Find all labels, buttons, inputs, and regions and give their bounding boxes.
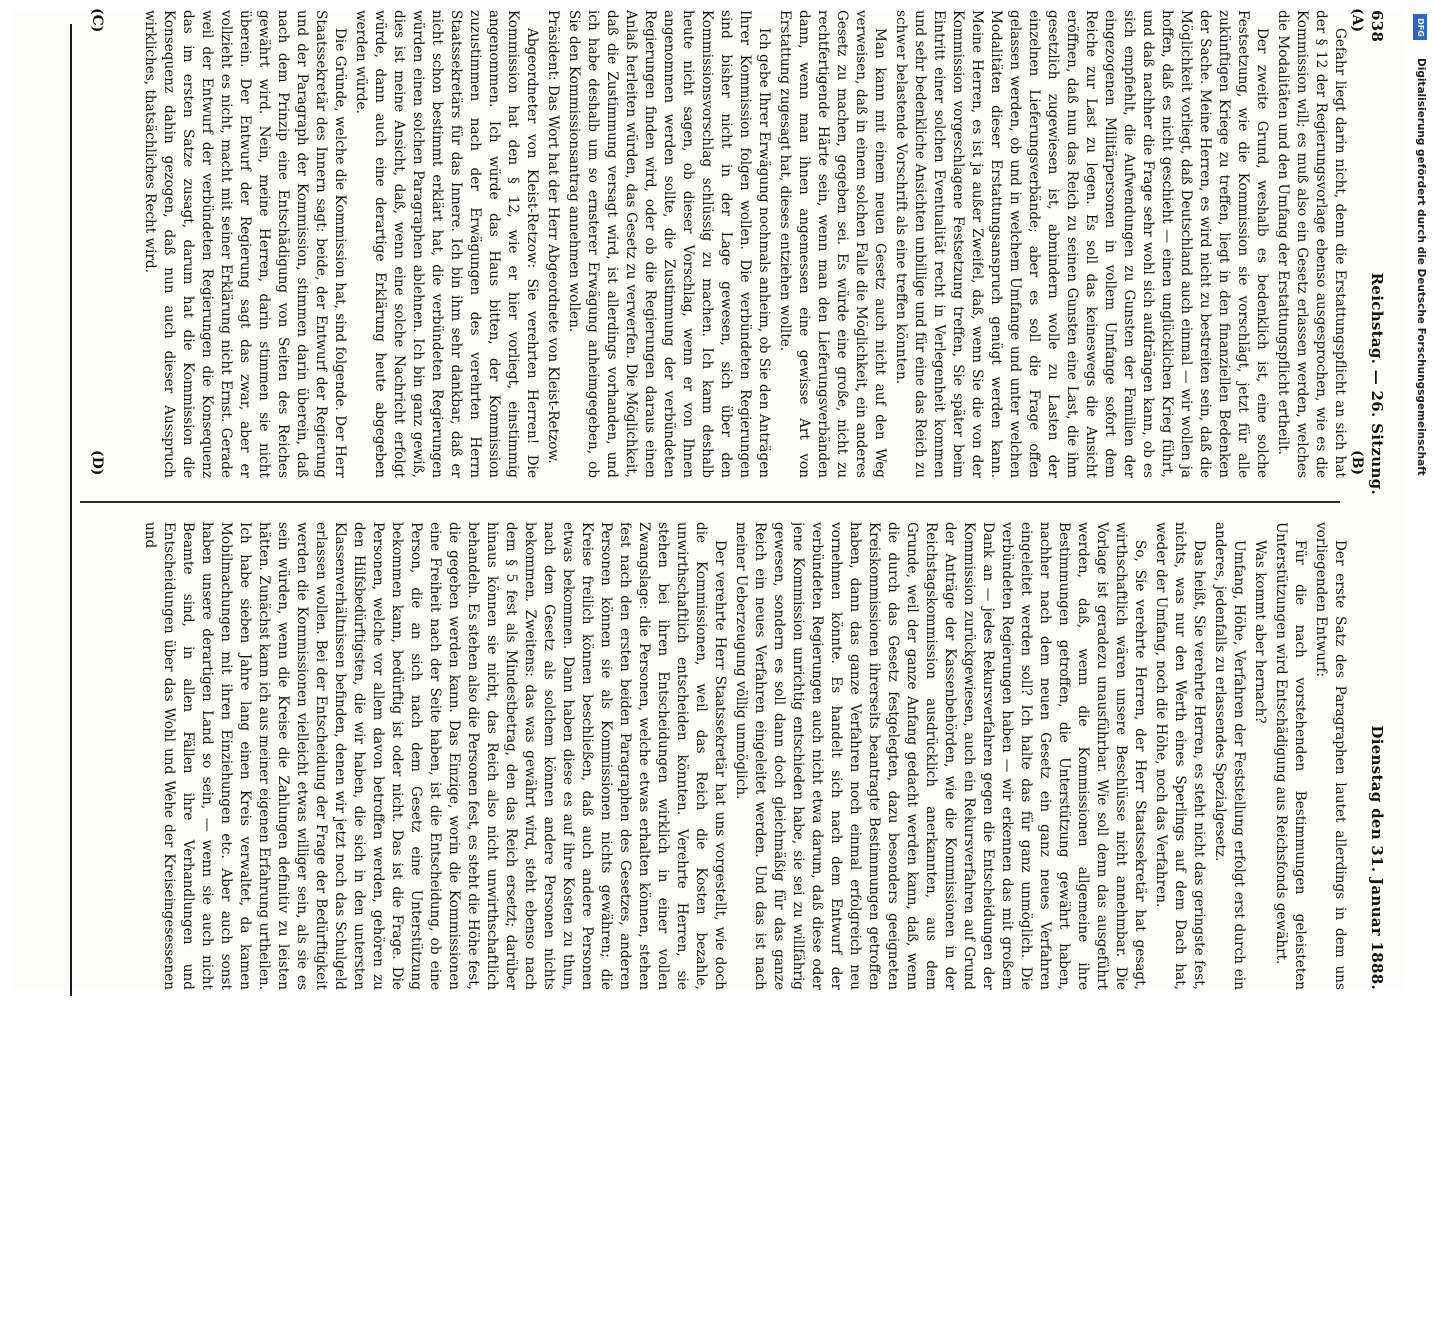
paragraph: Der zweite Grund, weshalb es bedenklich ist, eine solche Festsetzung, wie die Kommission sie vorschlägt, jetzt für alle zukünftigen Kriege zu treffen, liegt in den finanziellen Bedenken der Sache. Meine Herren, es wird nicht zu bestreiten sein, daß die Möglichkeit vorliegt, daß Deutschland auch einmal — wir wollen ja hoffen, daß es nicht geschieht — einen unglücklichen Krieg führt, und daß nachher die Frage sehr wohl sich aufdrängen kann, ob es sich empfiehlt, die Aufwendungen zu Gunsten der Familien der eingezogenen Militärpersonen in vollem Umfange sofort dem Reiche zur Last zu legen. Es soll das keineswegs die Ansicht eröffnen, daß nun das Reich zu seinen Gunsten eine Last, die ihm gesetzlich zugewiesen ist, abmindern wolle zu Lasten der einzelnen Lieferungsverbände; aber es soll die Frage offen gelassen werden, ob und in welchem Umfange und unter welchen Modalitäten dieser Erstattungsanspruch genügt werden kann. Meine Herren, es ist ja außer Zweifel, daß, wenn Sie die von der Kommission vorgeschlagene Festsetzung treffen, Sie später beim Eintritt einer solchen Eventualität recht in Verlegenheit kommen und sehr bedenkliche Ansichten unbillige und für eine das Reich zu schwer belastende Vorschrift als eine treffen könnten. bbox=[893, 10, 1270, 478]
paragraph: Was kommt aber hernach? bbox=[1252, 540, 1268, 724]
paragraph: Gefahr liegt darin nicht, denn die Erstattungspflicht an sich hat der § 12 der Regierungsvorlage ebenso ausgesprochen, wie es die Kommission will; es muß also ein Gesetz erlassen werden, welches die Modalitäten und den Umfang der Erstattungspflicht ertheilt. bbox=[1275, 10, 1348, 478]
scanned-page bbox=[10, 10, 1405, 990]
paragraph: Der verehrte Herr Staatssekretär hat uns vorgestellt, wie doch die Kommissionen, weil das Reich die Kosten bezahle, unwirthschaftlich entscheiden könnten. Verehrte Herren, sie stehen bei ihren Entscheidungen wirklich in einer vollen Zwangslage: die Personen, welche etwas erhalten können, stehen fest nach den ersten beiden Paragraphen des Gesetzes, anderen Personen können sie als Kommissionen nichts gewähren; die Kreise freilich können beschließen, daß auch andere Personen etwas bekommen. Dann haben diese es auf ihre Kosten zu thun, nach dem Gesetz als solchem können andere Personen nichts bekommen. Zweitens: das was gewährt wird, steht ebenso nach dem § 5 fest als Mindestbetrag, den das Reich ersetzt; darüber hinaus können sie nicht, das Reich also nicht unwirthschaftlich behandeln. Es stehen also die Personen fest, es steht die Höhe fest, die gegeben werden kann. Das Einzige, worin die Kommissionen eine Freiheit nach der Seite haben, ist die Entscheidung, ob eine Person, die an sich nach dem Gesetz eine Unterstützung bekommen kann, bedürftig ist oder nicht. Das ist die Frage. Die Personen, welche vor allem davon betroffen werden, gehören zu den Hilfsbedürftigsten, die wir haben, die sich in den untersten Klassenverhältnissen befinden, denen wir jetzt noch das Schulgeld erlassen wollen. Bei der Entscheidung der Frage der Bedürftigkeit werden die Kommissionen vielleicht etwas williger sein, als sie es sein würden, wenn die Kreise die Zahlungen definitiv zu leisten hätten. Zunächst kann ich aus meiner eigenen Erfahrung urtheilen. Ich habe sieben Jahre lang einen Kreis verwaltet, da kamen Mobilmachungen mit ihren Einziehungen etc. Aber auch sonst haben unsere derartigen Land so sein, — wenn sie auch nicht Beamte sind, in allen Fällen ihre Verhandlungen und Entscheidungen über das Wohl und Wehe der Kreiseingesessenen und bbox=[142, 522, 728, 990]
dfg-logo-text: DFG bbox=[1415, 17, 1425, 37]
quotation: Umfang, Höhe, Verfahren der Feststellung erfolgt erst durch ein anderes, jedenfalls zu erlassendes Spezialgesetz. bbox=[1212, 522, 1247, 990]
digitization-note-text: Digitalisierung gefördert durch die Deutsche Forschungsgemeinschaft bbox=[1415, 58, 1427, 476]
margin-letter-c: (C) bbox=[89, 8, 105, 33]
paragraph: Das heißt, Sie verehrte Herren, es steht nicht das geringste fest, nichts, was nur den Werth eines Sperlings auf dem Dach hat, weder der Umfang, noch die Höhe, noch das Verfahren. bbox=[1153, 522, 1207, 990]
right-column bbox=[89, 522, 1349, 990]
digitization-note bbox=[1413, 18, 1431, 978]
header-rule bbox=[70, 24, 72, 996]
paragraph: Ich gebe Ihrer Erwägung nochmals anheim, ob Sie den Anträgen Ihrer Kommission folgen wollen. Die verbündeten Regierungen sind bisher nicht in der Lage gewesen, sich über den Kommissionsvorschlag schlüssig zu machen. Ich kann deshalb heute nicht sagen, ob dieser Vorschlag, wenn er von Ihnen angenommen werden sollte, die Zustimmung der verbündeten Regierungen finden wird, oder ob die Regierungen daraus einen Anlaß herleiten würden, das Gesetz zu verwerfen. Die Möglichkeit, daß die Zustimmung versagt wird, ist allerdings vorhanden, und ich habe deshalb um so ernsterer Erwägung anheimgegeben, ob Sie den Kommissionsantrag annehmen wollen. bbox=[566, 10, 772, 478]
paragraph: So, Sie verehrte Herren, der Herr Staatssekretär hat gesagt, wirthschaftlich wären unsere Beschlüsse nicht annehmbar. Die Vorlage ist geradezu unausführbar. Wie soll denn das ausgeführt werden, daß, wenn die Kommissionen allgemeine ihre Bestimmungen getroffen, die Unterstützung gewährt haben, nachher nach dem neuen Gesetz ein ganz neues Verfahren eingeleitet werden soll? Ich halte das für ganz unmöglich. Die verbündeten Regierungen haben — wir erkennen das mit großem Dank an — jedes Rekursverfahren gegen die Entscheidungen der Kommission zurückgewiesen, auch ein Rekursverfahren auf Grund der Anträge der Kassenbehörden, wie die Kommissionen in der Reichstagskommission ausdrücklich anerkannten, aus dem Grunde, weil der ganze Anfang gedacht werden kann, daß, wenn die durch das Gesetz festgelegten, dazu besonders geeigneten Kreiskommissionen ihrerseits beantragte Bestimmungen getroffen haben, dann das ganze Verfahren noch einmal erfolgreich neu vornehmen könnte. Es handelt sich nach dem Entwurf der verbündeten Regierungen auch nicht etwa darum, daß diese oder jene Kommission unrichtig entschieden habe, sie sei zu willfährig gewesen, sondern es soll dann doch gleichmäßig für das ganze Reich ein neues Verfahren eingeleitet werden. Und das ist nach meiner Ueberzeugung völlig unmöglich. bbox=[733, 522, 1148, 990]
paragraph: Der erste Satz des Paragraphen lautet allerdings in dem uns vorliegenden Entwurf: bbox=[1313, 522, 1348, 990]
running-head bbox=[1359, 10, 1395, 990]
paragraph: Die Gründe, welche die Kommission hat, sind folgende. Der Herr Staatssekretär des Innern sagt: beide, der Entwurf der Regierung und der Paragraph der Kommission, stimmen darin überein, daß nach dem Prinzip eine Entschädigung von Seiten des Reiches gewährt wird. Nein, meine Herren, darin stimmen sie nicht überein. Der Entwurf der Regierung sagt das zwar, aber er vollzieht es nicht, macht mit seiner Erklärung nicht Ernst. Gerade weil der Entwurf der verbündeten Regierungen die Konsequenz das im ersten Satze zusagt, darum hat die Kommission die Konsequenz dahin gezogen, daß nun auch dieser Ausspruch wirkliches, thatsächliches Recht wird. bbox=[142, 10, 348, 478]
paragraph: Man kann mit einem neuen Gesetz auch nicht auf den Weg verweisen, daß in einem solchen Falle die Möglichkeit, ein anderes Gesetz zu machen, gegeben sei. Es würde eine große, nicht zu rechtfertigende Härte sein, wenn man den Lieferungsverbänden dann, wenn man ihnen angemessen eine gewisse Art von Erstattung zugesagt hat, dieses entziehen wollte. bbox=[777, 10, 888, 478]
margin-letter-b: (B) bbox=[1349, 450, 1365, 476]
margin-letter-a: (A) bbox=[1349, 8, 1365, 33]
margin-letter-d: (D) bbox=[89, 450, 105, 476]
paragraph: Abgeordneter von Kleist-Retzow: Sie verehrten Herren! Die Kommission hat den § 12, wie er hier vorliegt, einstimmig angenommen. Ich würde das Haus bitten, der Kommission zuzustimmen nach der Erwägungen des verehrten Herrn Staatssekretärs für das Innere. Ich bin ihm sehr dankbar, daß er nicht schon bestimmt erklärt hat, die verbündeten Regierungen würden einen solchen Paragraphen ablehnen. Ich bin ganz gewiß, dies ist meine Ansicht, daß, wenn eine solche Nachricht erfolgt würde, dann auch eine derartige Erklärung heute abgegeben werden würde. bbox=[353, 10, 540, 478]
page-number: 638 bbox=[1368, 10, 1386, 43]
quotation: Für die nach vorstehenden Bestimmungen geleisteten Unterstützungen wird Entschädigung aus Reichsfonds gewährt. bbox=[1273, 522, 1308, 990]
running-title-right: Dienstag den 31. Januar 1888. bbox=[1368, 725, 1386, 990]
running-title-left: Reichstag. — 26. Sitzung. bbox=[1368, 272, 1386, 495]
speaker-intro: Präsident: Das Wort hat der Herr Abgeordnete von Kleist-Retzow. bbox=[545, 10, 561, 464]
left-column bbox=[89, 10, 1349, 478]
